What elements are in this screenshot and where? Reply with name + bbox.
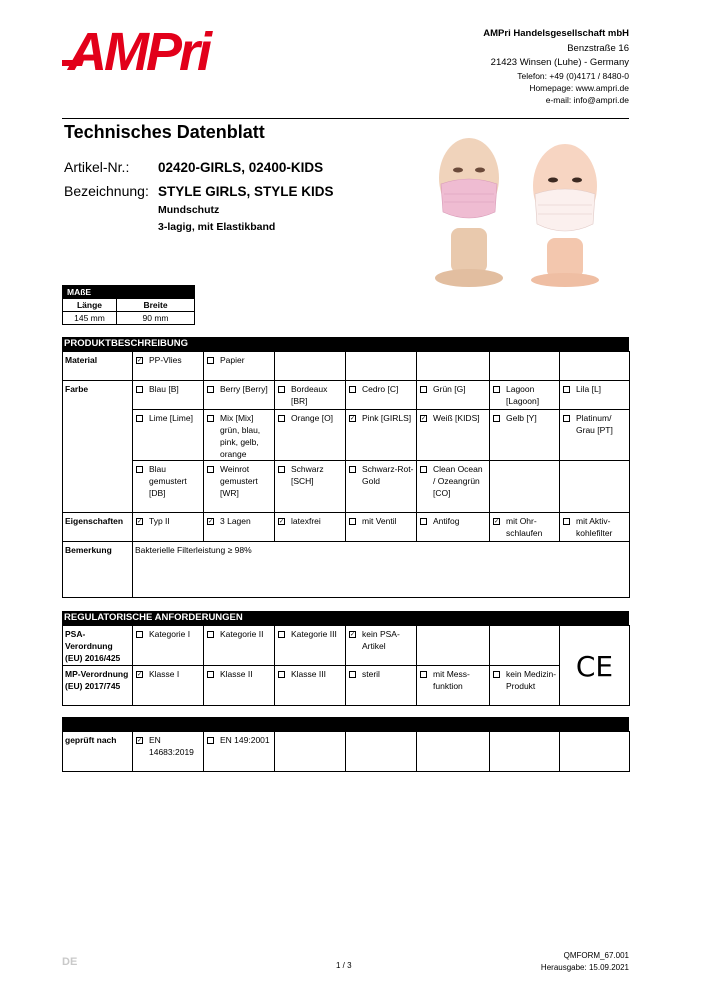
option-mit-ventil[interactable]: mit Ventil xyxy=(346,513,417,542)
checkbox-checked-icon[interactable] xyxy=(136,737,143,744)
checkbox-icon[interactable] xyxy=(420,386,427,393)
checkbox-icon[interactable] xyxy=(278,386,285,393)
checkbox-icon[interactable] xyxy=(207,357,214,364)
option-blau[interactable]: Blau [B] xyxy=(133,381,204,410)
checkbox-icon[interactable] xyxy=(493,415,500,422)
option-pink[interactable]: ✓ Pink [GIRLS] xyxy=(346,410,417,461)
designation-label: Bezeichnung: xyxy=(64,183,149,199)
option-papier[interactable]: Papier xyxy=(204,352,275,381)
checkbox-icon[interactable] xyxy=(349,466,356,473)
checkbox-icon[interactable] xyxy=(563,415,570,422)
option-cedro[interactable]: Cedro [C] xyxy=(346,381,417,410)
mp-label: MP-Verordnung (EU) 2017/745 xyxy=(63,666,133,706)
material-label: Material xyxy=(63,352,133,381)
company-email[interactable]: e-mail: info@ampri.de xyxy=(545,95,629,105)
product-table xyxy=(62,351,630,598)
option-gelb[interactable]: Gelb [Y] xyxy=(490,410,560,461)
mannequin-kids xyxy=(531,144,599,287)
tested-label: geprüft nach xyxy=(63,732,133,772)
checkbox-icon[interactable] xyxy=(207,671,214,678)
ampri-logo xyxy=(62,24,232,76)
dimensions-header: MAßE xyxy=(63,286,195,299)
option-messfunktion[interactable]: mit Mess-funktion xyxy=(417,666,490,706)
checkbox-icon[interactable] xyxy=(349,386,356,393)
option-pp-vlies[interactable]: ✓ PP-Vlies xyxy=(133,352,204,381)
option-clean-ocean[interactable]: Clean Ocean / Ozeangrün [CO] xyxy=(417,461,490,513)
document-title: Technisches Datenblatt xyxy=(64,122,265,142)
option-ohrschlaufen[interactable]: ✓ mit Ohr-schlaufen xyxy=(490,513,560,542)
width-value: 90 mm xyxy=(117,312,195,325)
option-blau-gemustert[interactable]: Blau gemustert [DB] xyxy=(133,461,204,513)
checkbox-icon[interactable] xyxy=(278,415,285,422)
mannequin-girls xyxy=(435,138,503,287)
checkbox-checked-icon[interactable] xyxy=(349,415,356,422)
designation-value: STYLE GIRLS, STYLE KIDS xyxy=(158,184,334,199)
checkbox-icon[interactable] xyxy=(136,631,143,638)
checkbox-icon[interactable] xyxy=(349,671,356,678)
width-header: Breite xyxy=(117,299,195,312)
option-3-lagen[interactable]: ✓ 3 Lagen xyxy=(204,513,275,542)
language-code: DE xyxy=(62,956,78,968)
checkbox-icon[interactable] xyxy=(207,631,214,638)
checkbox-icon[interactable] xyxy=(493,671,500,678)
company-info xyxy=(483,28,629,106)
option-klasse-i[interactable]: ✓ Klasse I xyxy=(133,666,204,706)
option-steril[interactable]: steril xyxy=(346,666,417,706)
svg-text:AMPri: AMPri xyxy=(68,24,210,76)
remark-value: Bakterielle Filterleistung ≥ 98% xyxy=(133,542,630,598)
option-en-149[interactable]: EN 149:2001 xyxy=(204,732,275,772)
company-city: 21423 Winsen (Luhe) - Germany xyxy=(490,57,629,68)
option-en-14683[interactable]: ✓ EN 14683:2019 xyxy=(133,732,204,772)
option-kategorie-iii[interactable]: Kategorie III xyxy=(275,626,346,666)
option-berry[interactable]: Berry [Berry] xyxy=(204,381,275,410)
issue-date: Herausgabe: 15.09.2021 xyxy=(540,963,629,972)
checkbox-icon[interactable] xyxy=(207,737,214,744)
checkbox-icon[interactable] xyxy=(136,386,143,393)
checkbox-icon[interactable] xyxy=(493,386,500,393)
option-lila[interactable]: Lila [L] xyxy=(560,381,630,410)
checkbox-checked-icon[interactable] xyxy=(278,518,285,525)
ce-mark-icon: CE xyxy=(560,626,630,706)
regulatory-section-header: REGULATORISCHE ANFORDERUNGEN xyxy=(62,611,629,625)
checkbox-icon[interactable] xyxy=(207,415,214,422)
checkbox-icon[interactable] xyxy=(207,386,214,393)
checkbox-icon[interactable] xyxy=(420,518,427,525)
length-header: Länge xyxy=(63,299,117,312)
option-weinrot[interactable]: Weinrot gemustert [WR] xyxy=(204,461,275,513)
product-section-header: PRODUKTBESCHREIBUNG xyxy=(62,337,629,351)
option-kein-psa[interactable]: ✓ kein PSA-Artikel xyxy=(346,626,417,666)
header-divider xyxy=(62,118,629,119)
option-klasse-ii[interactable]: Klasse II xyxy=(204,666,275,706)
checkbox-icon[interactable] xyxy=(420,466,427,473)
checkbox-icon[interactable] xyxy=(563,518,570,525)
tested-table xyxy=(62,731,630,772)
page-number: 1 / 3 xyxy=(336,961,352,970)
option-gruen[interactable]: Grün [G] xyxy=(417,381,490,410)
checkbox-icon[interactable] xyxy=(349,518,356,525)
product-photo xyxy=(425,128,625,288)
psa-label: PSA-Verordnung (EU) 2016/425 xyxy=(63,626,133,666)
remark-label: Bemerkung xyxy=(63,542,133,598)
checkbox-icon[interactable] xyxy=(136,466,143,473)
checkbox-checked-icon[interactable] xyxy=(493,518,500,525)
checkbox-icon[interactable] xyxy=(278,671,285,678)
form-code: QMFORM_67.001 xyxy=(563,951,629,960)
color-label: Farbe xyxy=(63,381,133,513)
checkbox-icon[interactable] xyxy=(207,466,214,473)
option-latexfrei[interactable]: ✓ latexfrei xyxy=(275,513,346,542)
tested-section-header xyxy=(62,717,629,731)
option-weiss[interactable]: ✓ Weiß [KIDS] xyxy=(417,410,490,461)
checkbox-checked-icon[interactable] xyxy=(349,631,356,638)
option-kategorie-i[interactable]: Kategorie I xyxy=(133,626,204,666)
properties-label: Eigenschaften xyxy=(63,513,133,542)
option-platinum[interactable]: Platinum/ Grau [PT] xyxy=(560,410,630,461)
checkbox-icon[interactable] xyxy=(136,415,143,422)
option-kein-medizinprodukt[interactable]: kein Medizin-Produkt xyxy=(490,666,560,706)
option-klasse-iii[interactable]: Klasse III xyxy=(275,666,346,706)
checkbox-checked-icon[interactable] xyxy=(136,357,143,364)
checkbox-icon[interactable] xyxy=(563,386,570,393)
article-value: 02420-GIRLS, 02400-KIDS xyxy=(158,160,324,175)
checkbox-checked-icon[interactable] xyxy=(420,415,427,422)
company-name: AMPri Handelsgesellschaft mbH xyxy=(483,28,629,39)
option-antifog[interactable]: Antifog xyxy=(417,513,490,542)
checkbox-checked-icon[interactable] xyxy=(207,518,214,525)
option-aktivkohlefilter[interactable]: mit Aktiv-kohlefilter xyxy=(560,513,630,542)
company-phone: Telefon: +49 (0)4171 / 8480-0 xyxy=(517,71,629,81)
company-homepage[interactable]: Homepage: www.ampri.de xyxy=(529,83,629,93)
checkbox-checked-icon[interactable] xyxy=(136,518,143,525)
length-value: 145 mm xyxy=(63,312,117,325)
checkbox-icon[interactable] xyxy=(420,671,427,678)
dimensions-table xyxy=(62,285,195,325)
option-schwarz[interactable]: Schwarz [SCH] xyxy=(275,461,346,513)
regulatory-table xyxy=(62,625,630,706)
designation-sub2: 3-lagig, mit Elastikband xyxy=(158,221,276,233)
option-orange[interactable]: Orange [O] xyxy=(275,410,346,461)
article-label: Artikel-Nr.: xyxy=(64,159,130,175)
designation-sub1: Mundschutz xyxy=(158,204,220,216)
form-info xyxy=(541,950,629,974)
option-kategorie-ii[interactable]: Kategorie II xyxy=(204,626,275,666)
option-bordeaux[interactable]: Bordeaux [BR] xyxy=(275,381,346,410)
checkbox-icon[interactable] xyxy=(278,631,285,638)
option-typ-ii[interactable]: ✓ Typ II xyxy=(133,513,204,542)
option-lime[interactable]: Lime [Lime] xyxy=(133,410,204,461)
checkbox-checked-icon[interactable] xyxy=(136,671,143,678)
option-mix[interactable]: Mix [Mix] grün, blau, pink, gelb, orange xyxy=(204,410,275,461)
checkbox-icon[interactable] xyxy=(278,466,285,473)
option-lagoon[interactable]: Lagoon [Lagoon] xyxy=(490,381,560,410)
option-schwarz-rot-gold[interactable]: Schwarz-Rot-Gold xyxy=(346,461,417,513)
company-street: Benzstraße 16 xyxy=(567,43,629,54)
